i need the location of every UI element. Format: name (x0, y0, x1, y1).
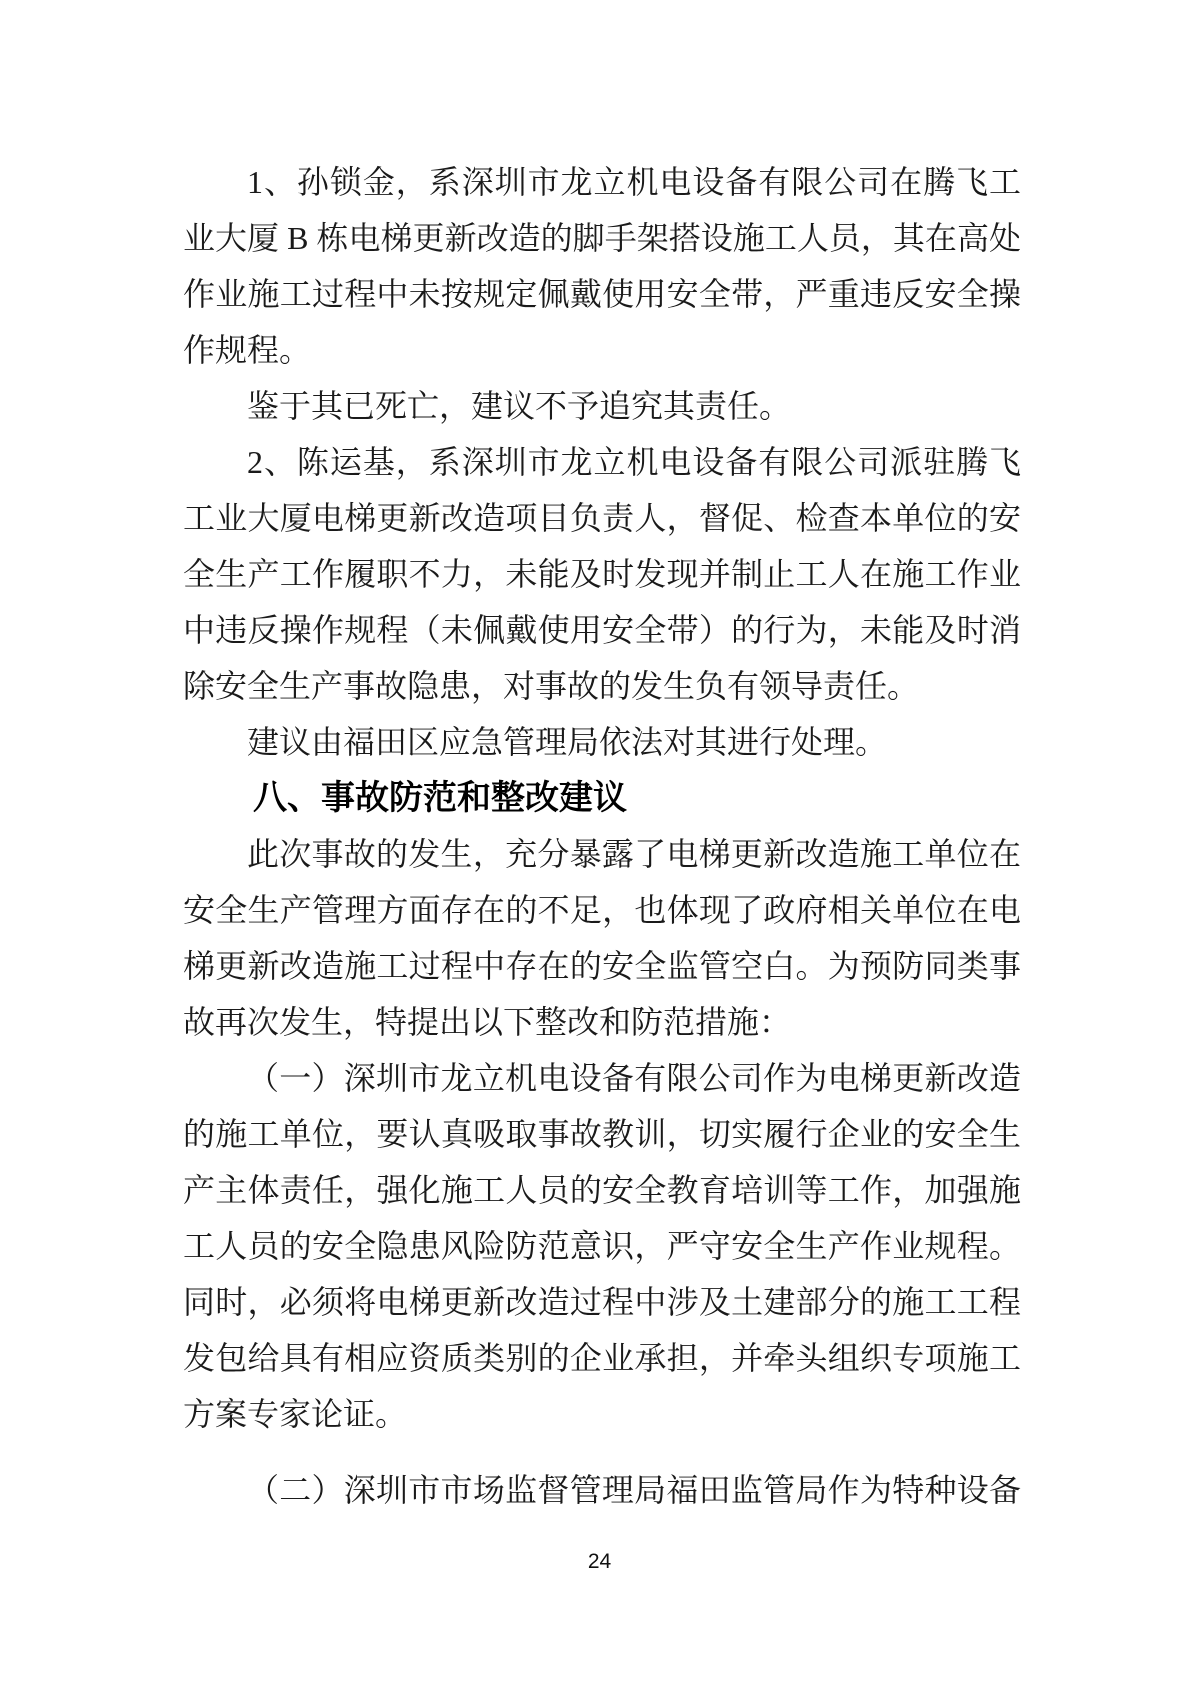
body-line: 方案专家论证。 (183, 1396, 408, 1432)
body-line: 工业大厦电梯更新改造项目负责人，督促、检查本单位的安 (183, 500, 1021, 536)
body-line: 中违反操作规程（未佩戴使用安全带）的行为，未能及时消 (183, 612, 1021, 648)
body-line: 此次事故的发生，充分暴露了电梯更新改造施工单位在 (247, 836, 1021, 872)
document-body (183, 154, 1021, 1518)
body-line: 梯更新改造施工过程中存在的安全监管空白。为预防同类事 (183, 948, 1021, 984)
body-line: 作业施工过程中未按规定佩戴使用安全带，严重违反安全操 (183, 276, 1021, 312)
body-line: 除安全生产事故隐患，对事故的发生负有领导责任。 (183, 668, 920, 704)
body-line: 2、陈运基，系深圳市龙立机电设备有限公司派驻腾飞 (247, 444, 1021, 480)
body-line: 的施工单位，要认真吸取事故教训，切实履行企业的安全生 (183, 1116, 1021, 1152)
section-heading: 八、事故防范和整改建议 (253, 779, 627, 817)
body-line: 工人员的安全隐患风险防范意识，严守安全生产作业规程。 (183, 1228, 1021, 1264)
body-line: 1、孙锁金，系深圳市龙立机电设备有限公司在腾飞工 (247, 164, 1021, 200)
body-line: 安全生产管理方面存在的不足，也体现了政府相关单位在电 (183, 892, 1021, 928)
body-line: 作规程。 (183, 332, 312, 368)
body-line: 建议由福田区应急管理局依法对其进行处理。 (247, 724, 888, 760)
body-line: 同时，必须将电梯更新改造过程中涉及土建部分的施工工程 (183, 1284, 1021, 1320)
page-number: 24 (587, 1550, 612, 1573)
body-line: （一）深圳市龙立机电设备有限公司作为电梯更新改造 (247, 1060, 1021, 1096)
body-line: 产主体责任，强化施工人员的安全教育培训等工作，加强施 (183, 1172, 1021, 1208)
body-line: 业大厦 B 栋电梯更新改造的脚手架搭设施工人员，其在高处 (183, 220, 1021, 256)
body-line: 发包给具有相应资质类别的企业承担，并牵头组织专项施工 (183, 1340, 1021, 1376)
body-line: （二）深圳市市场监督管理局福田监管局作为特种设备 (247, 1472, 1021, 1508)
body-line: 鉴于其已死亡，建议不予追究其责任。 (247, 388, 792, 424)
body-line: 故再次发生，特提出以下整改和防范措施： (183, 1004, 792, 1040)
body-line: 全生产工作履职不力，未能及时发现并制止工人在施工作业 (183, 556, 1021, 592)
